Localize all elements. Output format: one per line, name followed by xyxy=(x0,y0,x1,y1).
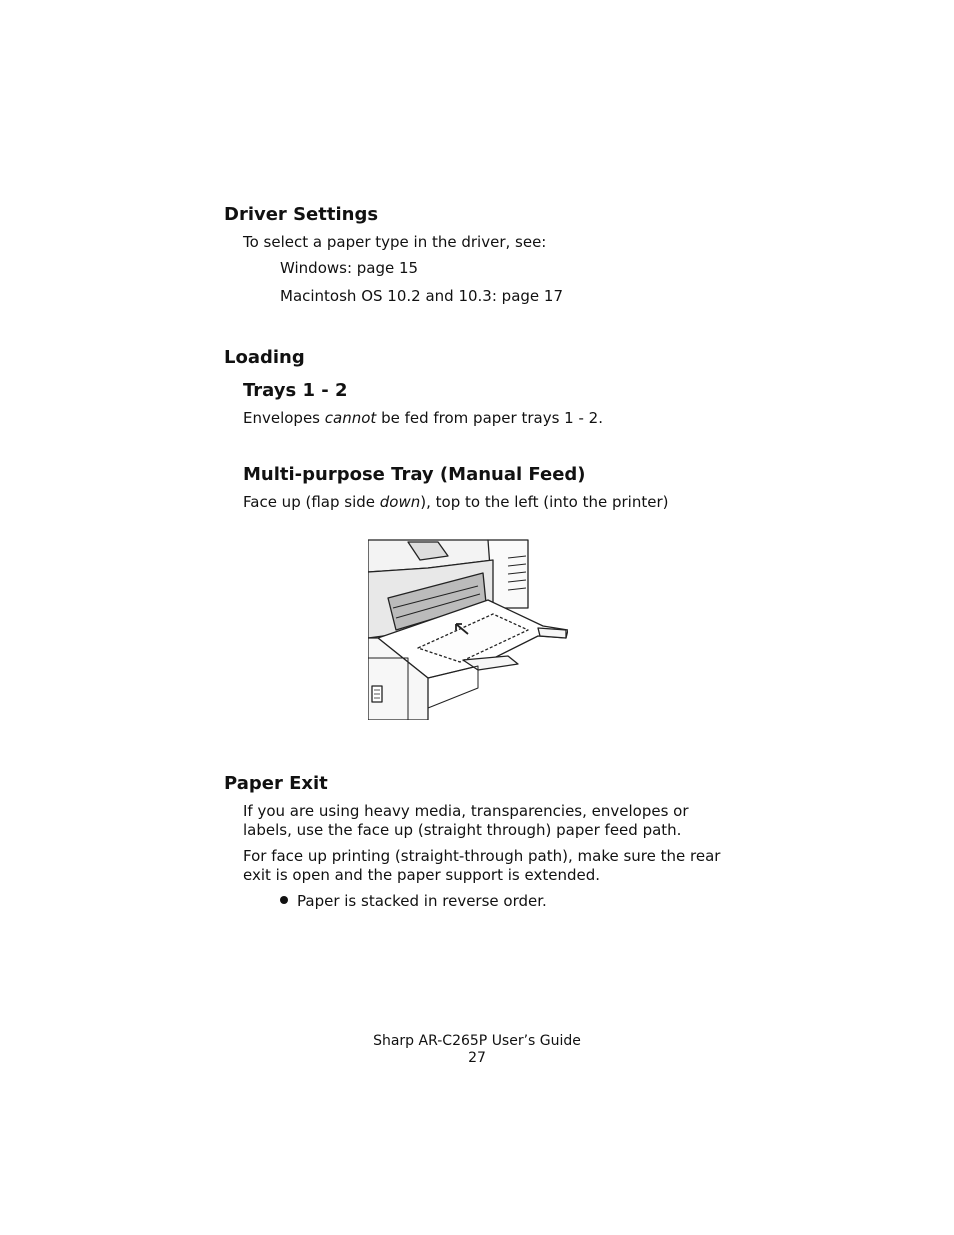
trays-text-before: Envelopes xyxy=(243,409,325,427)
mp-tray-text-before: Face up (flap side xyxy=(243,493,380,511)
windows-page-ref: Windows: page 15 xyxy=(280,259,419,277)
printer-envelope-illustration xyxy=(368,538,568,720)
paper-exit-para2: For face up printing (straight-through path), make sure the rear exit is open and the paper support is extended. xyxy=(243,847,721,884)
driver-settings-intro: To select a paper type in the driver, see: xyxy=(243,233,547,251)
footer-guide-title: Sharp AR-C265P User’s Guide xyxy=(373,1033,581,1049)
mp-tray-heading: Multi-purpose Tray (Manual Feed) xyxy=(243,464,586,485)
trays-text-emphasis: cannot xyxy=(324,409,377,427)
loading-heading: Loading xyxy=(224,347,305,368)
mac-page-ref: Macintosh OS 10.2 and 10.3: page 17 xyxy=(280,287,563,305)
bullet-item xyxy=(280,892,547,910)
trays-heading: Trays 1 - 2 xyxy=(243,380,348,401)
trays-text xyxy=(243,409,733,428)
mp-tray-text-emphasis: down xyxy=(379,493,421,511)
trays-text-after: be fed from paper trays 1 - 2. xyxy=(376,409,603,427)
footer-page-number: 27 xyxy=(468,1050,486,1066)
paper-exit-para1: If you are using heavy media, transparencies, envelopes or labels, use the face up (straight through) paper feed path. xyxy=(243,802,689,839)
paper-exit-heading: Paper Exit xyxy=(224,773,328,794)
mp-tray-text-after: ), top to the left (into the printer) xyxy=(420,493,669,511)
mp-tray-text xyxy=(243,493,733,512)
bullet-text: Paper is stacked in reverse order. xyxy=(297,892,547,910)
bullet-icon xyxy=(280,896,288,904)
driver-settings-heading: Driver Settings xyxy=(224,204,379,225)
